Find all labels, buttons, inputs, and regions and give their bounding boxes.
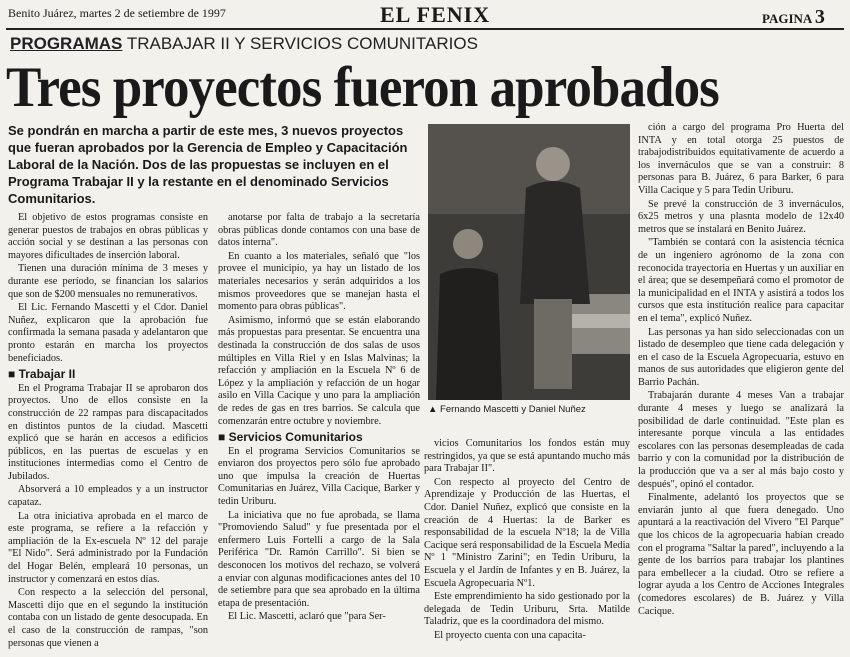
article-column-2 <box>218 212 420 652</box>
paragraph: Se prevé la construcción de 3 invernáculos, 6x25 metros y una plasnta modelo de 12x40 metros que se instalará en Benito Juárez. <box>638 198 844 235</box>
paragraph: Trabajarán durante 4 meses Van a trabajar durante 4 meses y luego se analizará la posibilidad de darle continuidad. "Este plan es interesante porque vincula a las entidades escolares con las personas desempleadas de cada barrio y con la comunidad por la distribución de la producción que va a ser al más bajo costo y después", opinó el contador. <box>638 390 844 490</box>
paragraph: Absorverá a 10 empleados y a un instructor capataz. <box>8 484 208 509</box>
article-column-4 <box>638 122 844 652</box>
paragraph: Asimismo, informó que se están elaborando más propuestas para presentar. Se encuentra una destinada la construcción de dos salas de usos múltiples en Villa Riel y en Islas Malvinas; la refacción y ampliación en la Escuela Nº 6 de López y la ampliación y refacción de un hogar asilo en Villa Cacique y uno para la ampliación de redes de gas en tres barrios. Se calcula que comenzarán entre octubre y noviembre. <box>218 314 420 427</box>
photo-caption: ▲ Fernando Mascetti y Daniel Nuñez <box>428 404 586 415</box>
header-rule <box>6 28 844 30</box>
paragraph: Este emprendimiento ha sido gestionado por la delegada de Tedin Uriburu, Srta. Matilde Taladriz, que es la coordinadora del mismo. <box>424 591 630 628</box>
headline: Tres proyectos fueron aprobados <box>6 56 719 119</box>
photo <box>428 124 630 400</box>
paragraph: vicios Comunitarios los fondos están muy restringidos, ya que se está apuntando mucho más para Trabajar II". <box>424 438 630 475</box>
paragraph: En cuanto a los materiales, señaló que "los provee el municipio, ya hay un listado de los materiales necesarios y serán adquiridos a los mismos proveedores que se manejan hasta el momento para obras públicas". <box>218 250 420 313</box>
article-column-1 <box>8 212 208 652</box>
paragraph: Con respecto a la selección del personal, Mascetti dijo que en el segundo la institución contaba con un listado de gente desocupada. En el caso de la construcción de rampas, "son personas que vienen a <box>8 587 208 649</box>
paragraph: El objetivo de estos programas consiste en generar puestos de trabajos en obras públicas y acción social y se destinan a las personas con mayores dificultades de inserción laboral. <box>8 212 208 261</box>
page-indicator <box>762 6 825 29</box>
subhead-servicios: ■ Servicios Comunitarios <box>218 430 363 445</box>
newspaper-name: EL FENIX <box>380 2 491 27</box>
paragraph: La iniciativa que no fue aprobada, se llama "Promoviendo Salud" y fue presentada por el enfermero Luis Fortelli a cargo de la Sala Periférica "Dr. Ramón Carrillo". Si bien se desconocen los motivos del rechazo, se volverá a enviar con algunas modificaciones antes del 10 de setiembre para que sea aprobado en la última etapa de presentación. <box>218 509 420 609</box>
paragraph: Las personas ya han sido seleccionadas con un listado de desempleo que tiene cada delegación y en el caso de la Escuela Agropecuaria, estuvo en manos de sus autoridades que eligieron gente del Barrio Pachán. <box>638 326 844 388</box>
paragraph: La otra iniciativa aprobada en el marco de este programa, se refiere a la refacción y ampliación de la Ex-escuela Nº 12 del paraje "El Nido". Será administrado por la Fundación del Hogar Belén, empleará 10 personas, un instructor y comenzará en estos días. <box>8 510 208 585</box>
photo-illustration <box>428 124 630 400</box>
paragraph: Finalmente, adelantó los proyectos que se enviarán junto al que fuera denegado. Uno apuntará a la reactivación del Vivero "El Parque" que los chicos de la agropecuaria habían creado con el programa "Saltar la pared", incluyendo a la gente de los barrios para trabajar los plantines para embellecer a la ciudad. Otro se refiere a lograr ayuda a los Centro de Acciones Integrales (comedores escolares) de B. Juárez y Villa Cacique. <box>638 492 844 617</box>
paragraph: El Lic. Fernando Mascetti y el Cdor. Daniel Nuñez, explicaron que la aprobación fue confirmada la semana pasada y adelantaron que pronto estarán en marcha los proyectos beneficiados. <box>8 302 208 364</box>
paragraph: En el programa Servicios Comunitarios se enviaron dos proyectos pero sólo fue aprobado uno que impulsa la creación de Huertas Comunitarias en Juárez, Villa Cacique, Barker y tedin Uriburu. <box>218 445 420 508</box>
paragraph: anotarse por falta de trabajo a la secretaría obras públicas donde contamos con una base de datos interna". <box>218 212 420 249</box>
paragraph: El Lic. Mascetti, aclaró que "para Ser- <box>228 611 386 623</box>
paragraph: El proyecto cuenta con una capacita- <box>434 629 586 641</box>
dateline: Benito Juárez, martes 2 de setiembre de 1997 <box>8 6 226 20</box>
paragraph: Tienen una duración mínima de 3 meses y durante ese período, se financian los salarios que son de $200 mensuales no remunerativos. <box>8 263 208 300</box>
subhead-trabajar: ■ Trabajar II <box>8 367 76 382</box>
deck: Se pondrán en marcha a partir de este mes, 3 nuevos proyectos que fueran aprobados por la Gerencia de Empleo y Capacitación Laboral de la Nación. Dos de las propuestas se incluyen en el Programa Trabajar II y la restante en el denominado Servicios Comunitarios. <box>8 123 408 206</box>
article-column-3 <box>424 438 630 652</box>
paragraph: "También se contará con la asistencia técnica de un ingeniero agrónomo de la zona con reconocida trayectoria en Huertas y un auxiliar en el área; que se desempeñará como el promotor de la municipalidad en el INTA y asistirá a todos los cursos que esta institución realice para capacitar en el tema", explicó Nuñez. <box>638 237 844 324</box>
kicker-bold: PROGRAMAS <box>10 34 123 53</box>
paragraph: En el Programa Trabajar II se aprobaron dos proyectos. Uno de ellos consiste en la construcción de 22 rampas para discapacitados en distintos puntos de la ciudad. Mascetti explicó que se harán en accesos a edificios públicos, en las puertas de escuelas y en instituciones intermedias como el Centro de Jubilados. <box>8 382 208 482</box>
section-kicker <box>10 34 478 54</box>
page-number: 3 <box>814 6 825 28</box>
paragraph: ción a cargo del programa Pro Huerta del INTA y en total otorga 25 puestos de trabajodistribuidos equitativamente de acuerdo a los invernáculos que se van a construir: 8 personas para B. Juárez, 6 para Barker, 6 para Villa Cacique y 5 para Tedin Uriburu. <box>638 122 844 196</box>
kicker-rest: TRABAJAR II Y SERVICIOS COMUNITARIOS <box>126 34 478 53</box>
page-label: PAGINA <box>762 11 812 26</box>
paragraph: Con respecto al proyecto del Centro de Aprendizaje y Producción de las Huertas, el Cdor. Daniel Nuñez, explicó que consiste en la creación de 4 Huertas: la de Barker es responsabilidad de la escuela Nº18; la de Villa Cacique será responsabilidad de la Escuela Media Nº 1 "Ministro Zarini"; en Tedin Uriburu, la Escuela y el Jardín de Infantes y en B. Juárez, la Escuela Agropecuaria Nº1. <box>424 476 630 589</box>
